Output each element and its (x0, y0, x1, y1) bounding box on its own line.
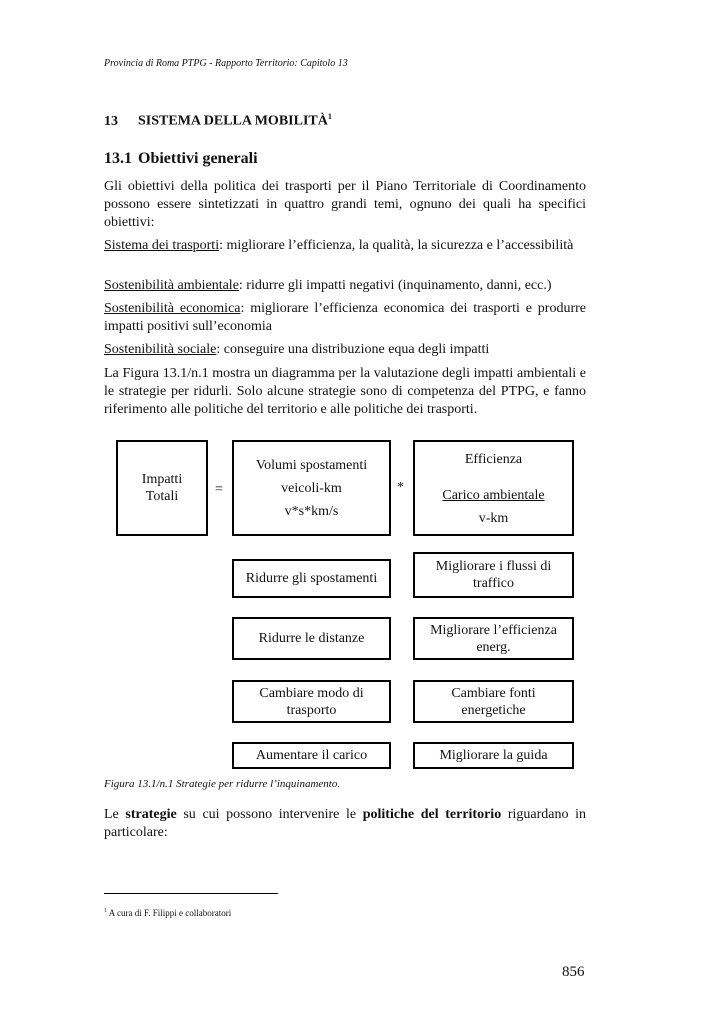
closing-bold: politiche del territorio (362, 807, 502, 822)
volumi-spostamenti-box (232, 440, 391, 536)
box-line: v-km (478, 511, 509, 526)
objective-text: : migliorare l’efficienza, la qualità, la sicurezza e l’accessibilità (219, 238, 574, 253)
objective-text: : conseguire una distribuzione equa degli impatti (216, 342, 490, 357)
strategy-box-left (232, 559, 391, 598)
impatti-totali-box (116, 440, 208, 536)
chapter-title: SISTEMA DELLA MOBILITÀ (138, 113, 328, 129)
closing-paragraph (104, 806, 586, 842)
strategy-box-right (413, 617, 574, 660)
box-line: Impatti (141, 472, 183, 487)
times-sign: * (397, 480, 404, 495)
objective-transport-system (104, 237, 586, 255)
figure-reference-paragraph: La Figura 13.1/n.1 mostra un diagramma per la valutazione degli impatti ambientali e le strategie per ridurli. Solo alcune strategie sono di competenza del PTPG, e fanno riferimento alle politiche del territorio e alle politiche dei trasporti. (104, 366, 586, 417)
strategy-box-left (232, 680, 391, 723)
strategy-label: Ridurre le distanze (258, 631, 365, 646)
chapter-number: 13 (104, 113, 118, 129)
page-number: 856 (562, 964, 585, 980)
objective-economic (104, 300, 586, 336)
strategy-label: Migliorare la guida (439, 748, 548, 763)
box-line: Efficienza (464, 452, 523, 467)
objective-label: Sostenibilità ambientale (104, 278, 239, 293)
strategy-label: Cambiare modo di trasporto (259, 685, 364, 718)
strategy-label: Migliorare i flussi di traffico (435, 559, 552, 591)
closing-text: su cui possono intervenire le (176, 807, 363, 822)
box-line: Volumi spostamenti (255, 457, 368, 473)
closing-text: Le (104, 807, 126, 822)
chapter-footnote-mark: 1 (327, 112, 332, 121)
box-line: Carico ambientale (442, 488, 545, 503)
closing-text: riguardano in particolare: (104, 807, 587, 840)
equals-sign: = (215, 482, 223, 497)
footnote-mark: 1 (104, 908, 107, 914)
strategy-box-left (232, 617, 391, 660)
objective-label: Sistema dei trasporti (104, 238, 220, 253)
strategy-label: Cambiare fonti energetiche (451, 685, 536, 718)
objective-environmental (104, 277, 586, 295)
figure-caption: Figura 13.1/n.1 Strategie per ridurre l’inquinamento. (104, 778, 341, 790)
objective-label: Sostenibilità sociale (104, 342, 217, 357)
strategy-box-right (413, 680, 574, 723)
objective-label: Sostenibilità economica (104, 301, 241, 316)
footnote-text: A cura di F. Filippi e collaboratori (107, 908, 232, 918)
efficienza-box (413, 440, 574, 536)
strategy-box-left (232, 742, 391, 769)
section-number: 13.1 (104, 150, 132, 167)
section-title: Obiettivi generali (138, 150, 258, 167)
strategy-label: Migliorare l’efficienza energ. (430, 622, 557, 655)
strategy-box-right (413, 742, 574, 769)
section-heading (104, 150, 258, 168)
chapter-heading (104, 112, 332, 130)
box-line: veicoli-km (281, 480, 342, 496)
box-line: v*s*km/s (284, 503, 339, 519)
objective-text: : migliorare l’efficienza economica dei trasporti e produrre impatti positivi sull’economia (104, 301, 586, 334)
footnote (104, 908, 231, 918)
closing-bold: strategie (125, 807, 177, 822)
box-line: Totali (145, 489, 179, 504)
footnote-separator (104, 893, 278, 894)
objective-text: : ridurre gli impatti negativi (inquinamento, danni, ecc.) (238, 278, 552, 293)
running-header: Provincia di Roma PTPG - Rapporto Territorio: Capitolo 13 (104, 58, 348, 69)
objective-social (104, 341, 586, 359)
strategy-label: Ridurre gli spostamenti (245, 571, 378, 586)
strategy-box-right (413, 552, 574, 598)
strategy-label: Aumentare il carico (255, 748, 368, 763)
intro-paragraph: Gli obiettivi della politica dei trasporti per il Piano Territoriale di Coordinamento possono essere sintetizzati in quattro grandi temi, ognuno dei quali ha specifici obiettivi: (104, 179, 586, 230)
